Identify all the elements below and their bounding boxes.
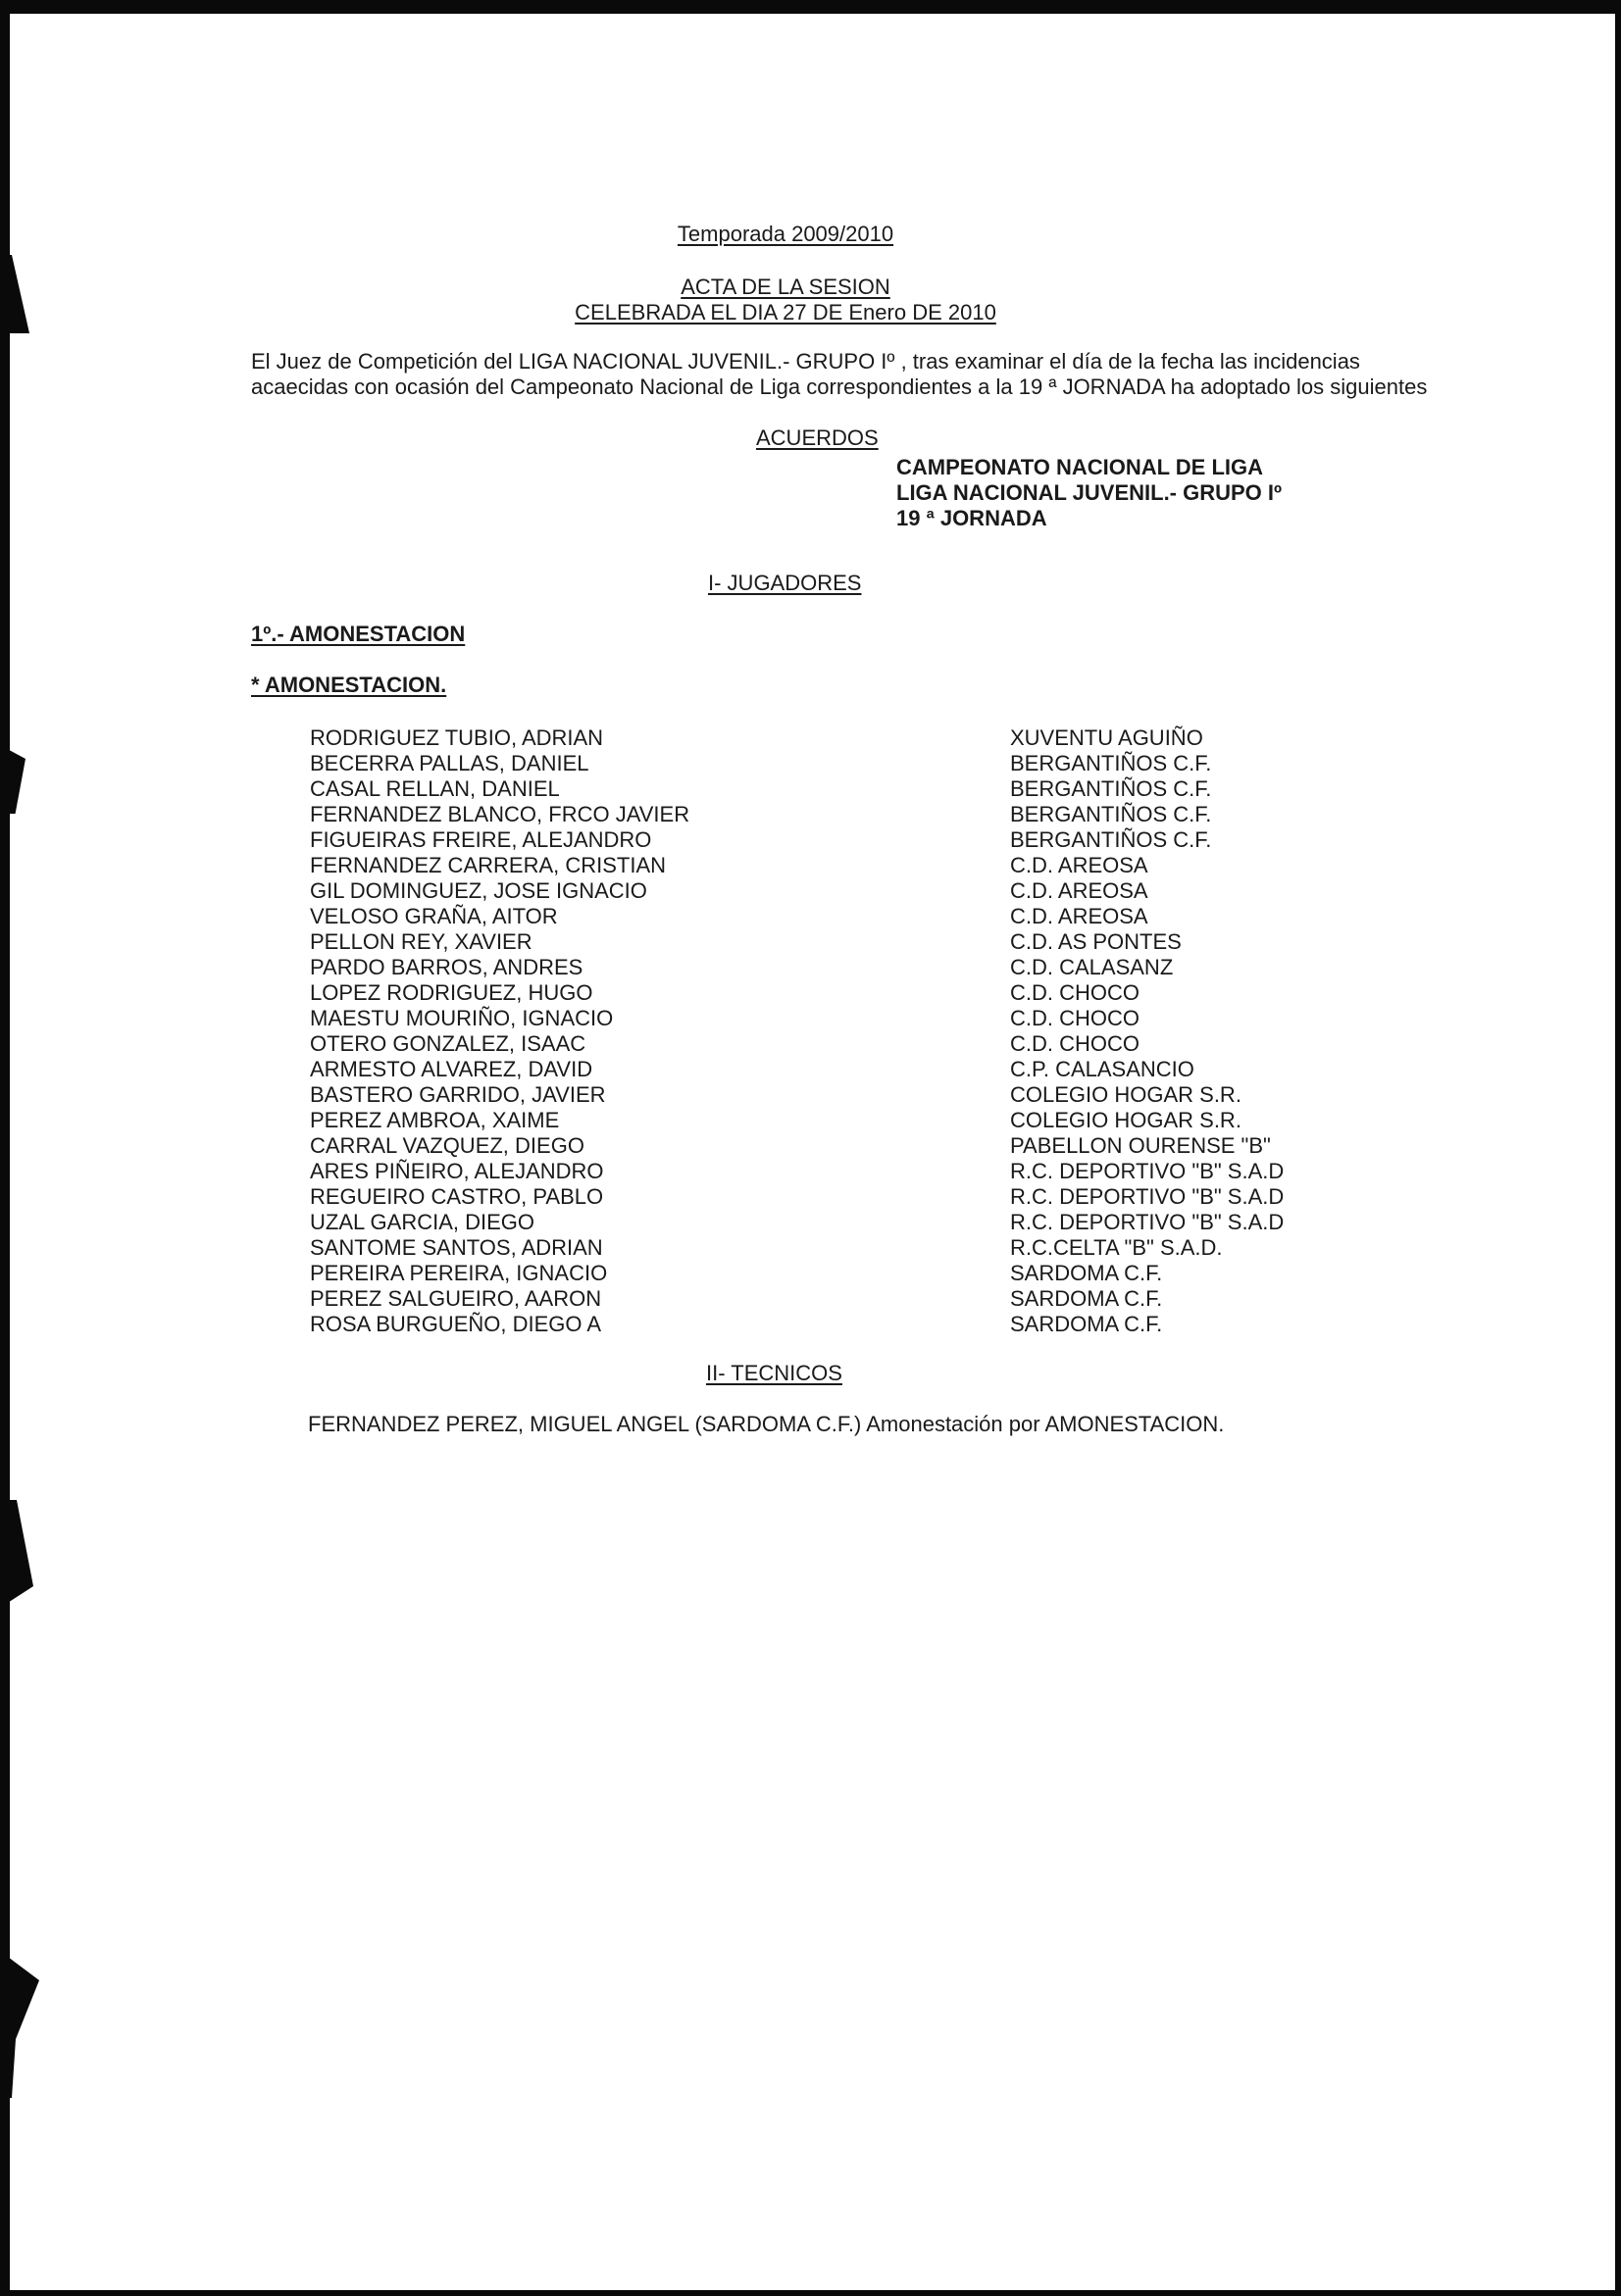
players-list (310, 725, 1349, 1337)
section-tecnicos-title: II- TECNICOS (706, 1361, 842, 1385)
player-club: C.D. AREOSA (1010, 904, 1148, 928)
player-club: R.C. DEPORTIVO "B" S.A.D (1010, 1210, 1285, 1234)
player-club: BERGANTIÑOS C.F. (1010, 802, 1212, 826)
round-name: 19 ª JORNADA (896, 506, 1047, 530)
player-row (310, 904, 1349, 929)
player-row (310, 955, 1349, 980)
player-club: C.D. CALASANZ (1010, 955, 1174, 979)
scan-border-bottom (0, 2290, 1621, 2296)
player-club: C.D. CHOCO (1010, 1006, 1140, 1030)
player-name: ROSA BURGUEÑO, DIEGO A (310, 1312, 602, 1336)
player-club: R.C. DEPORTIVO "B" S.A.D (1010, 1159, 1285, 1183)
player-row (310, 1159, 1349, 1184)
player-club: COLEGIO HOGAR S.R. (1010, 1108, 1241, 1132)
player-club: SARDOMA C.F. (1010, 1286, 1163, 1311)
player-name: CARRAL VAZQUEZ, DIEGO (310, 1133, 584, 1158)
intro-line: acaecidas con ocasión del Campeonato Nacional de Liga correspondientes a la 19 ª JORNADA ha adoptado los siguientes (251, 374, 1428, 399)
player-name: ARMESTO ALVAREZ, DAVID (310, 1057, 593, 1081)
player-name: FERNANDEZ BLANCO, FRCO JAVIER (310, 802, 690, 826)
player-row (310, 725, 1349, 751)
player-row (310, 1031, 1349, 1057)
player-name: MAESTU MOURIÑO, IGNACIO (310, 1006, 614, 1030)
player-name: ARES PIÑEIRO, ALEJANDRO (310, 1159, 604, 1183)
player-name: PEREZ AMBROA, XAIME (310, 1108, 560, 1132)
player-name: GIL DOMINGUEZ, JOSE IGNACIO (310, 878, 647, 903)
player-name: UZAL GARCIA, DIEGO (310, 1210, 535, 1234)
player-name: PARDO BARROS, ANDRES (310, 955, 583, 979)
player-club: C.D. CHOCO (1010, 980, 1140, 1005)
competition-name: CAMPEONATO NACIONAL DE LIGA (896, 455, 1264, 479)
player-row (310, 1133, 1349, 1159)
player-name: PEREIRA PEREIRA, IGNACIO (310, 1261, 608, 1285)
scan-edge-mark (0, 1500, 33, 1608)
player-name: OTERO GONZALEZ, ISAAC (310, 1031, 586, 1056)
player-row (310, 980, 1349, 1006)
player-name: SANTOME SANTOS, ADRIAN (310, 1235, 603, 1260)
player-club: BERGANTIÑOS C.F. (1010, 776, 1212, 801)
acuerdos-heading: ACUERDOS (756, 425, 879, 450)
player-row (310, 1057, 1349, 1082)
scan-edge-mark (0, 1951, 39, 2098)
player-row (310, 751, 1349, 776)
player-row (310, 853, 1349, 878)
scan-edge-mark (0, 745, 25, 814)
scan-border-left (0, 0, 10, 2296)
scan-border-right (1615, 0, 1621, 2296)
player-row (310, 1235, 1349, 1261)
player-club: R.C. DEPORTIVO "B" S.A.D (1010, 1184, 1285, 1209)
intro-line: El Juez de Competición del LIGA NACIONAL JUVENIL.- GRUPO Iº , tras examinar el día de la fecha las incidencias (251, 349, 1360, 374)
player-name: CASAL RELLAN, DANIEL (310, 776, 560, 801)
player-row (310, 1312, 1349, 1337)
player-club: C.D. AS PONTES (1010, 929, 1182, 954)
player-name: BECERRA PALLAS, DANIEL (310, 751, 589, 775)
section-subtitle: 1º.- AMONESTACION (251, 622, 466, 646)
acta-title: ACTA DE LA SESION (681, 275, 890, 299)
player-row (310, 776, 1349, 802)
player-row (310, 929, 1349, 955)
player-name: VELOSO GRAÑA, AITOR (310, 904, 558, 928)
player-name: FIGUEIRAS FREIRE, ALEJANDRO (310, 827, 652, 852)
player-row (310, 1006, 1349, 1031)
player-row (310, 1261, 1349, 1286)
player-club: BERGANTIÑOS C.F. (1010, 827, 1212, 852)
player-name: BASTERO GARRIDO, JAVIER (310, 1082, 606, 1107)
category-heading: * AMONESTACION. (251, 673, 447, 697)
player-club: SARDOMA C.F. (1010, 1261, 1163, 1285)
player-row (310, 1286, 1349, 1312)
league-name: LIGA NACIONAL JUVENIL.- GRUPO Iº (896, 480, 1283, 505)
player-row (310, 1210, 1349, 1235)
scan-border-top (0, 0, 1621, 14)
player-club: C.P. CALASANCIO (1010, 1057, 1194, 1081)
player-club: PABELLON OURENSE "B" (1010, 1133, 1271, 1158)
player-club: BERGANTIÑOS C.F. (1010, 751, 1212, 775)
player-row (310, 878, 1349, 904)
player-club: R.C.CELTA "B" S.A.D. (1010, 1235, 1223, 1260)
player-club: XUVENTU AGUIÑO (1010, 725, 1203, 750)
intro-paragraph (251, 349, 1427, 400)
season-title: Temporada 2009/2010 (677, 222, 894, 246)
player-club: C.D. CHOCO (1010, 1031, 1140, 1056)
tecnico-entry: FERNANDEZ PEREZ, MIGUEL ANGEL (SARDOMA C.F.) Amonestación por AMONESTACION. (308, 1412, 1225, 1436)
player-name: RODRIGUEZ TUBIO, ADRIAN (310, 725, 604, 750)
player-name: PELLON REY, XAVIER (310, 929, 532, 954)
player-name: PEREZ SALGUEIRO, AARON (310, 1286, 602, 1311)
acta-date: CELEBRADA EL DIA 27 DE Enero DE 2010 (575, 300, 996, 324)
player-club: COLEGIO HOGAR S.R. (1010, 1082, 1241, 1107)
player-name: REGUEIRO CASTRO, PABLO (310, 1184, 604, 1209)
section-jugadores-title: I- JUGADORES (708, 571, 862, 595)
player-row (310, 827, 1349, 853)
player-name: LOPEZ RODRIGUEZ, HUGO (310, 980, 593, 1005)
player-row (310, 1184, 1349, 1210)
player-name: FERNANDEZ CARRERA, CRISTIAN (310, 853, 667, 877)
player-club: C.D. AREOSA (1010, 853, 1148, 877)
player-row (310, 1082, 1349, 1108)
player-club: C.D. AREOSA (1010, 878, 1148, 903)
player-row (310, 802, 1349, 827)
player-row (310, 1108, 1349, 1133)
player-club: SARDOMA C.F. (1010, 1312, 1163, 1336)
